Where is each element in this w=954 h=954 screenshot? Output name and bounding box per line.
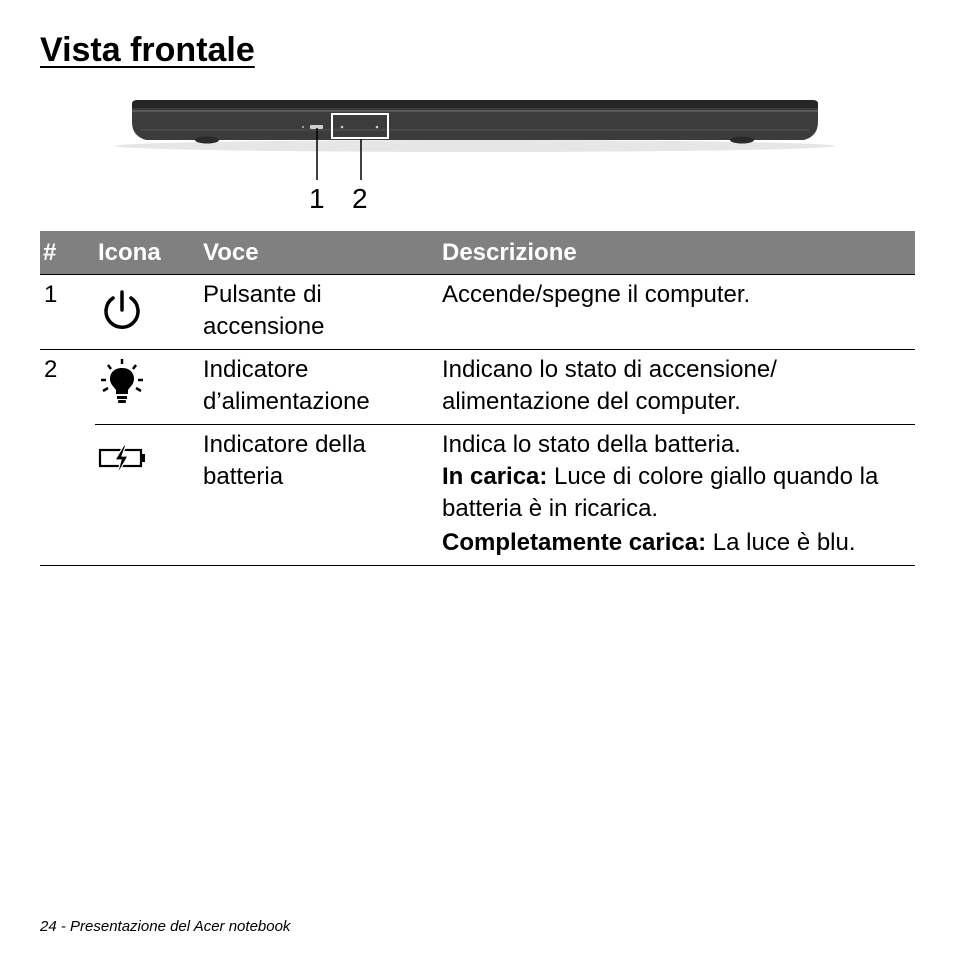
row-desc: Indicano lo stato di accensione/ alimentazione del computer. bbox=[442, 356, 777, 415]
header-num: # bbox=[43, 238, 57, 266]
row-desc: Accende/spegne il computer. bbox=[442, 281, 751, 308]
power-icon bbox=[100, 289, 144, 333]
row-voce: Pulsante di accensione bbox=[203, 281, 325, 340]
charging-description bbox=[442, 461, 915, 525]
table-header bbox=[40, 231, 915, 274]
full-charge-description bbox=[442, 527, 915, 559]
page-footer: 24 - Presentazione del Acer notebook bbox=[40, 918, 291, 935]
laptop-front-illustration bbox=[110, 92, 840, 222]
callout-number-2: 2 bbox=[352, 183, 368, 214]
row-desc-block bbox=[442, 425, 915, 565]
power-indicator-icon bbox=[99, 358, 145, 406]
row-num: 1 bbox=[44, 281, 58, 308]
page-title: Vista frontale bbox=[40, 31, 255, 69]
row-voce: Indicatore d’alimentazione bbox=[203, 356, 370, 415]
battery-charging-icon bbox=[98, 443, 148, 477]
header-desc: Descrizione bbox=[442, 238, 577, 266]
row-voce: Indicatore della batteria bbox=[203, 431, 366, 490]
full-charge-text: La luce è blu. bbox=[706, 529, 856, 556]
header-icon: Icona bbox=[98, 238, 161, 266]
row-num bbox=[40, 425, 98, 565]
full-charge-label: Completamente carica: bbox=[442, 529, 707, 556]
row-num: 2 bbox=[44, 356, 58, 383]
charging-label: In carica: bbox=[442, 463, 548, 490]
charging-text: Luce di colore giallo quando la batteria è in ricarica. bbox=[442, 463, 879, 522]
components-table bbox=[40, 231, 915, 566]
table-row bbox=[40, 425, 915, 566]
header-voce: Voce bbox=[203, 238, 259, 266]
callout-number-1: 1 bbox=[309, 183, 325, 214]
row-desc: Indica lo stato della batteria. bbox=[442, 431, 741, 458]
table-row bbox=[40, 274, 915, 350]
laptop-front-view-figure bbox=[110, 92, 840, 222]
table-row bbox=[40, 350, 915, 425]
